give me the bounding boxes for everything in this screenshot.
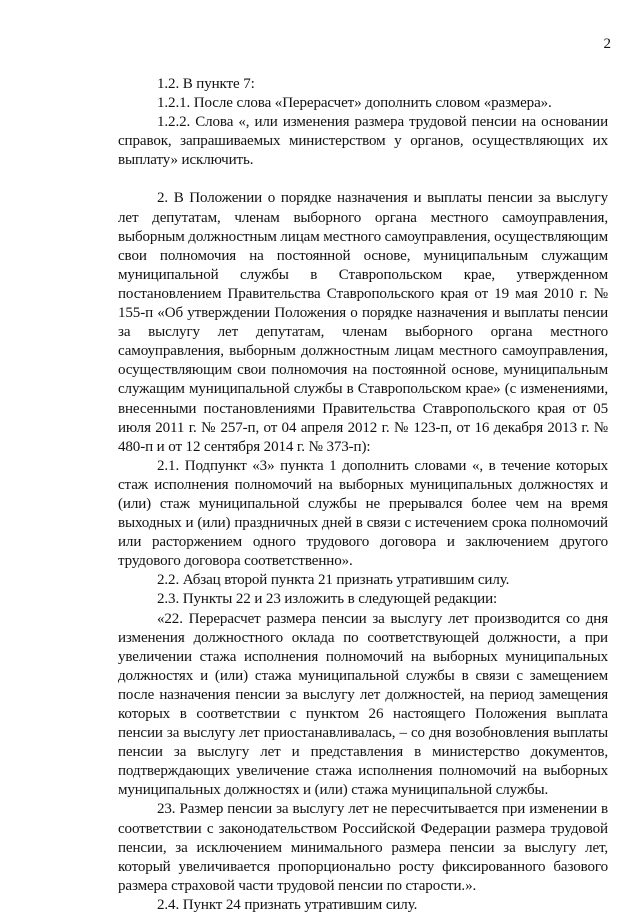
paragraph-2-1: 2.1. Подпункт «3» пункта 1 дополнить словами «, в течение которых стаж исполнения полномочий на выборных муниципальных должностях и (или) стаж муниципальной службы не прерывался более чем на время выходных и (или) праздничных дней в связи с истечением срока полномочий или расторжением одного трудового договора и заключением другого трудового договора соответственно».	[118, 457, 608, 570]
paragraph-2-2: 2.2. Абзац второй пункта 21 признать утратившим силу.	[157, 572, 510, 589]
paragraph-1-2: 1.2. В пункте 7:	[157, 76, 255, 92]
paragraph-22: «22. Перерасчет размера пенсии за выслугу лет производится со дня изменения должностного оклада по соответствующей должности, а при увеличении стажа исполнения полномочий на выборных муниципальных должностях и (или) стажа муниципальной службы в связи с замещением после назначения пенсии за выслугу лет должностей, на период замещения которых в соответствии с пунктом 26 настоящего Положения выплата пенсии за выслугу лет приостанавливалась, – со дня возобновления выплаты пенсии за выслугу лет и представления в министерство документов, подтверждающих увеличение стажа исполнения полномочий на выборных муниципальных должностях и (или) стажа муниципальной службы.	[118, 610, 608, 799]
paragraph-1-2-2: 1.2.2. Слова «, или изменения размера трудовой пенсии на основании справок, запрашиваемых министерством у органов, осуществляющих их выплату» исключить.	[118, 114, 608, 169]
page-number: 2	[603, 36, 611, 52]
paragraph-23: 23. Размер пенсии за выслугу лет не пересчитывается при изменении в соответствии с законодательством Российской Федерации размера трудовой пенсии, за исключением минимального размера пенсии за выслугу лет, который увеличивается пропорционально росту фиксированного базового размера страховой части трудовой пенсии по старости.».	[118, 801, 608, 894]
paragraph-2: 2. В Положении о порядке назначения и выплаты пенсии за выслугу лет депутатам, членам выборного органа местного самоуправления, выборным должностным лицам местного самоуправления, осуществляющим свои полномочия на постоянной основе, муниципальным служащим муниципальной службы в Ставропольском крае, утвержденном постановлением Правительства Ставропольского края от 19 мая 2010 г. № 155-п «Об утверждении Положения о порядке назначения и выплаты пенсии за выслугу лет депутатам, членам выборного органа местного самоуправления, выборным должностным лицам местного самоуправления, осуществляющим свои полномочия на постоянной основе, муниципальным служащим муниципальной службы в Ставропольском крае» (с изменениями, внесенными постановлениями Правительства Ставропольского края от 05 июля 2011 г. № 257-п, от 04 апреля 2012 г. № 123-п, от 16 декабря 2013 г. № 480-п и от 12 сентября 2014 г. № 373-п):	[118, 190, 609, 455]
paragraph-2-3: 2.3. Пункты 22 и 23 изложить в следующей редакции:	[157, 591, 498, 608]
paragraph-2-4: 2.4. Пункт 24 признать утратившим силу.	[157, 896, 418, 913]
document-body	[118, 75, 608, 915]
paragraph-1-2-1: 1.2.1. После слова «Перерасчет» дополнить словом «размера».	[157, 95, 552, 112]
